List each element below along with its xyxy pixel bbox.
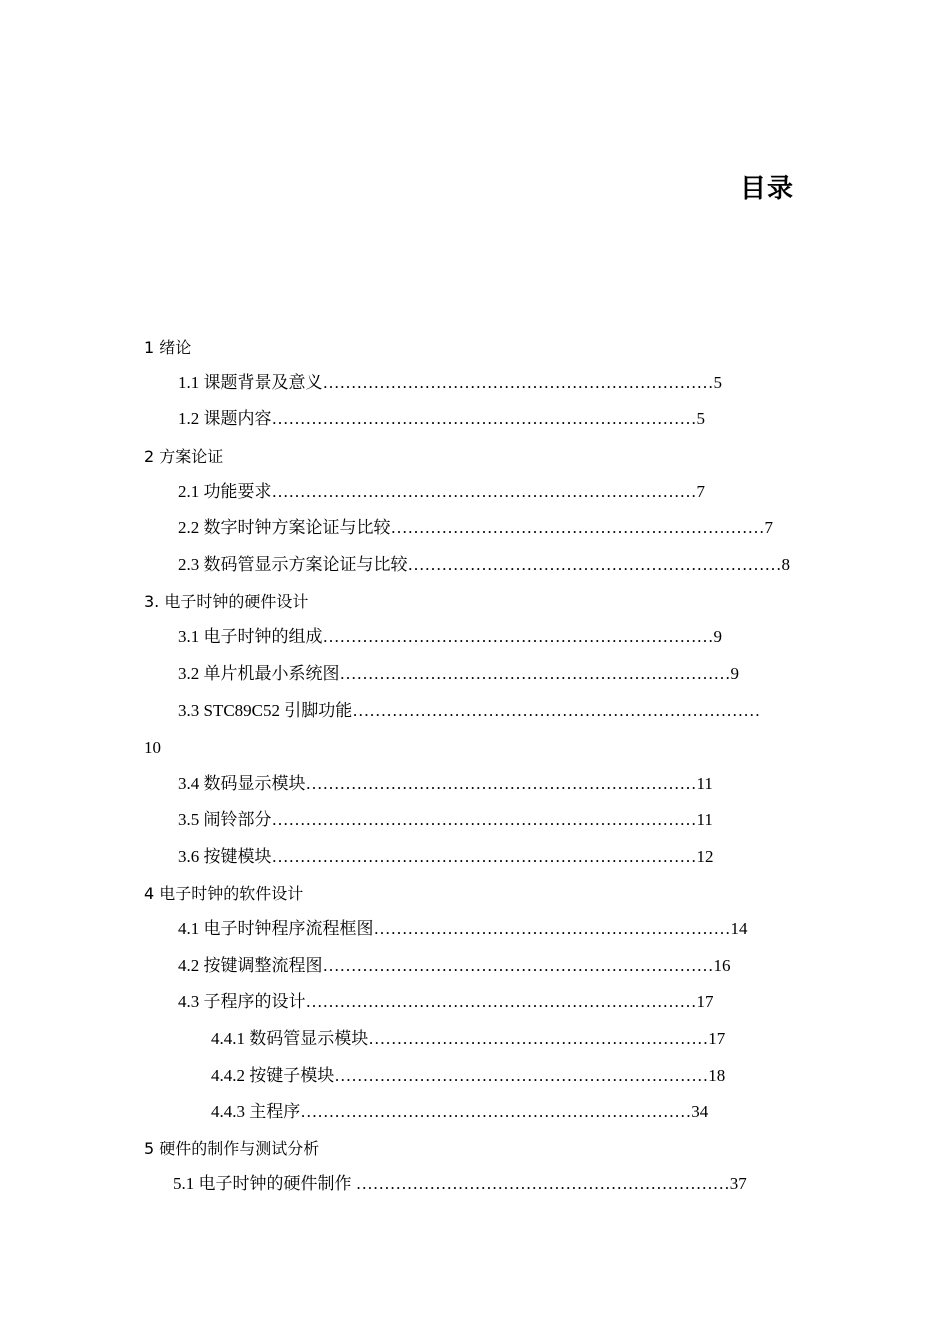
- toc-page-number: 10: [144, 738, 161, 757]
- toc-page-number: 14: [730, 919, 748, 938]
- toc-page-number: 9: [713, 627, 722, 646]
- toc-entry-title: 3.4 数码显示模块: [178, 774, 306, 793]
- toc-entry[interactable]: [178, 772, 800, 796]
- toc-entry-title: 4.4.3 主程序: [211, 1102, 301, 1121]
- toc-entry[interactable]: [178, 553, 790, 577]
- toc-entry-title: 3.3 STC89C52 引脚功能: [178, 701, 353, 720]
- toc-page-number: 11: [696, 810, 713, 829]
- toc-page-number: 5: [713, 373, 722, 392]
- toc-leader-dots: …………………………………………………………: [407, 555, 782, 574]
- toc-entry-title: 2.2 数字时钟方案论证与比较: [178, 518, 391, 537]
- toc-entry-title: 4.4.2 按键子模块: [211, 1066, 335, 1085]
- toc-entry-title: 3.2 单片机最小系统图: [178, 664, 340, 683]
- toc-leader-dots: ……………………………………………………………: [322, 956, 714, 975]
- toc-chapter: [144, 336, 191, 360]
- toc-leader-dots: …………………………………………………………: [390, 518, 765, 537]
- toc-page-number-wrapped: [144, 736, 161, 760]
- toc-leader-dots: ……………………………………………………………: [322, 627, 714, 646]
- toc-leader-dots: ………………………………………………………: [373, 919, 731, 938]
- toc-page-number: 7: [764, 518, 773, 537]
- toc-entry[interactable]: [178, 407, 790, 431]
- toc-chapter: [144, 1137, 319, 1161]
- toc-page-number: 12: [696, 847, 714, 866]
- toc-leader-dots: …………………………………………………………: [334, 1066, 709, 1085]
- toc-leader-dots: …………………………………………………………………: [271, 409, 697, 428]
- toc-page-number: 37: [729, 1174, 747, 1193]
- toc-leader-dots: …………………………………………………………………: [271, 482, 697, 501]
- toc-entry-title: 3.5 闹铃部分: [178, 810, 272, 829]
- toc-entry[interactable]: [178, 625, 790, 649]
- toc-leader-dots: …………………………………………………………: [355, 1174, 730, 1193]
- toc-leader-dots: ………………………………………………………………: [352, 701, 761, 720]
- toc-page-number: 34: [691, 1102, 709, 1121]
- toc-entry[interactable]: [178, 516, 790, 540]
- toc-entry-title: 5.1 电子时钟的硬件制作: [173, 1174, 356, 1193]
- toc-chapter-title: 3. 电子时钟的硬件设计: [144, 592, 309, 611]
- toc-leader-dots: ……………………………………………………………: [339, 664, 731, 683]
- toc-entry[interactable]: [178, 371, 790, 395]
- toc-entry[interactable]: [173, 1172, 800, 1196]
- toc-page-number: 5: [696, 409, 705, 428]
- toc-chapter-title: 1 绪论: [144, 338, 192, 357]
- toc-leader-dots: ……………………………………………………………: [322, 373, 714, 392]
- toc-entry[interactable]: [178, 808, 800, 832]
- toc-chapter-title: 2 方案论证: [144, 447, 224, 466]
- toc-entry-title: 3.6 按键模块: [178, 847, 272, 866]
- toc-page-number: 7: [696, 482, 705, 501]
- toc-entry-title: 4.3 子程序的设计: [178, 992, 306, 1011]
- toc-page-number: 16: [713, 956, 731, 975]
- toc-chapter-title: 4 电子时钟的软件设计: [144, 884, 304, 903]
- toc-leader-dots: ……………………………………………………………: [305, 992, 697, 1011]
- toc-chapter-title: 5 硬件的制作与测试分析: [144, 1139, 320, 1158]
- toc-page-number: 8: [781, 555, 790, 574]
- toc-entry-title: 4.1 电子时钟程序流程框图: [178, 919, 374, 938]
- toc-entry[interactable]: [211, 1027, 791, 1051]
- toc-entry[interactable]: [178, 954, 800, 978]
- page-title: 目录: [740, 174, 795, 204]
- toc-chapter: [144, 590, 308, 614]
- toc-entry[interactable]: [178, 990, 800, 1014]
- toc-leader-dots: ……………………………………………………………: [300, 1102, 692, 1121]
- toc-page-number: 11: [696, 774, 713, 793]
- toc-chapter: [144, 445, 223, 469]
- toc-leader-dots: …………………………………………………………………: [271, 810, 697, 829]
- toc-entry[interactable]: [178, 845, 800, 869]
- toc-entry[interactable]: [211, 1100, 791, 1124]
- toc-leader-dots: …………………………………………………………………: [271, 847, 697, 866]
- toc-entry-title: 1.1 课题背景及意义: [178, 373, 323, 392]
- toc-entry-title: 1.2 课题内容: [178, 409, 272, 428]
- toc-page-number: 17: [696, 992, 714, 1011]
- toc-leader-dots: ……………………………………………………………: [305, 774, 697, 793]
- toc-entry-title: 4.2 按键调整流程图: [178, 956, 323, 975]
- toc-entry[interactable]: [178, 917, 800, 941]
- toc-page-number: 18: [708, 1066, 726, 1085]
- toc-chapter: [144, 882, 303, 906]
- toc-entry-title: 4.4.1 数码管显示模块: [211, 1029, 369, 1048]
- toc-leader-dots: ……………………………………………………: [368, 1029, 709, 1048]
- toc-entry-title: 2.3 数码管显示方案论证与比较: [178, 555, 408, 574]
- toc-entry-title: 3.1 电子时钟的组成: [178, 627, 323, 646]
- toc-entry[interactable]: [178, 662, 790, 686]
- toc-entry-title: 2.1 功能要求: [178, 482, 272, 501]
- toc-page-number: 17: [708, 1029, 726, 1048]
- toc-entry[interactable]: [178, 480, 790, 504]
- toc-page-number: 9: [730, 664, 739, 683]
- toc-entry[interactable]: [211, 1064, 791, 1088]
- toc-entry[interactable]: [178, 699, 808, 723]
